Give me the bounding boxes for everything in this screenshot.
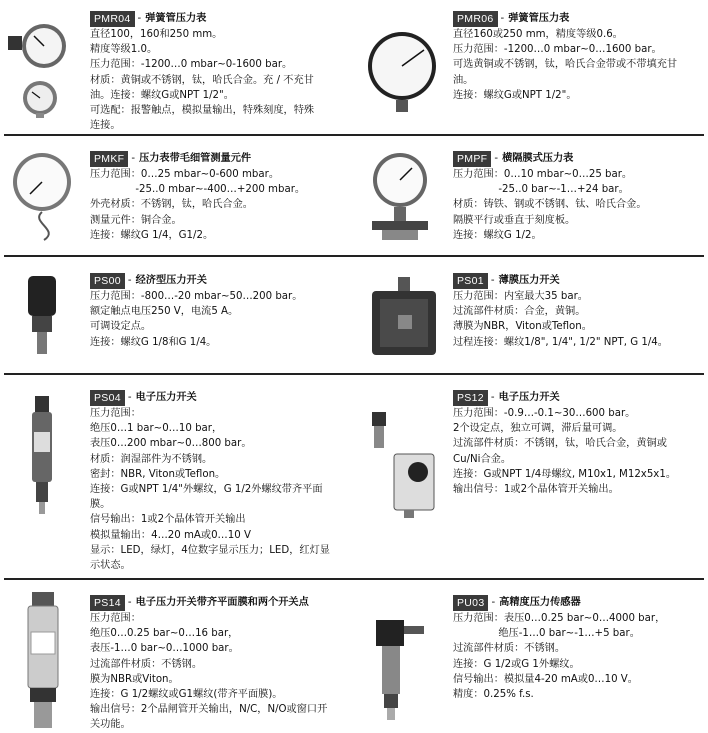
spec-line: 可选配：报警触点，模拟量输出，特殊刻度，特殊 bbox=[90, 105, 315, 117]
product-code: PMR06 bbox=[453, 11, 498, 27]
spec-line: 膜。 bbox=[90, 499, 111, 511]
spec-line: 输出信号：1或2个晶体管开关输出。 bbox=[453, 484, 619, 496]
spec-line: 压力范围：表压0…0.25 bar~0…4000 bar， bbox=[453, 613, 666, 624]
spec-line: 绝压0…1 bar~0…10 bar， bbox=[90, 423, 223, 435]
product-title: 薄膜压力开关 bbox=[498, 274, 560, 286]
spec-line: 过流部件材质：不锈钢，钛，哈氏合金，黄铜或 bbox=[453, 438, 667, 450]
spec-line: 精度等级1.0。 bbox=[90, 44, 158, 56]
spec-line: 连接：螺纹G或NPT 1/2"。 bbox=[453, 89, 577, 101]
spec-line: 材质：黄铜或不锈钢，钛，哈氏合金。充 / 不充甘 bbox=[90, 74, 314, 86]
spec-line: 油。连接：螺纹G或NPT 1/2"。 bbox=[90, 89, 234, 101]
capillary-gauge-image bbox=[10, 150, 80, 242]
spec-line: 膜为NBR或Viton。 bbox=[90, 673, 179, 685]
product-code: PMPF bbox=[453, 151, 491, 167]
spec-line: 压力范围：-1200…0 mbar~0-1600 bar。 bbox=[90, 59, 293, 71]
product-block-pmkf: PMKF - 压力表带毛细管测量元件 压力范围：0…25 mbar~0-600 mbar。 -25..0 mbar~-400…+200 mbar。 外壳材质：不锈钢，钛，哈氏合金。 测量元件：铜合金。 连接：螺纹G 1/4，G1/2。 bbox=[90, 150, 355, 243]
spec-line: 压力范围： bbox=[90, 613, 141, 624]
product-code: PS12 bbox=[453, 390, 488, 406]
product-code: PU03 bbox=[453, 595, 488, 611]
product-block-pmpf: PMPF - 横隔膜式压力表 压力范围：0…10 mbar~0…25 bar。 -25..0 bar~-1…+24 bar。 材质：铸铁、钢或不锈钢、钛、哈氏合金。 隔膜平行或垂直于刻度板。 连接：螺纹G 1/2。 bbox=[453, 150, 705, 243]
spec-line: 表压-1…0 bar~0…1000 bar。 bbox=[90, 643, 239, 655]
spec-line: 压力范围： bbox=[90, 408, 141, 419]
spec-line: 直径160或250 mm，精度等级0.6。 bbox=[453, 29, 623, 40]
spec-line: 外壳材质：不锈钢，钛，哈氏合金。 bbox=[90, 199, 253, 211]
spec-line: 信号输出：模拟量4-20 mA或0…10 V。 bbox=[453, 673, 638, 685]
electronic-switch-image bbox=[370, 410, 440, 520]
spec-line: 过流部件材质：不锈钢。 bbox=[90, 658, 203, 670]
spec-line: 连接：G 1/2螺纹或G1螺纹(带齐平面膜)。 bbox=[90, 689, 283, 701]
pressure-gauge-image bbox=[364, 24, 444, 114]
spec-line: 压力范围：0…25 mbar~0-600 mbar。 bbox=[90, 169, 280, 180]
spec-line: -25..0 bar~-1…+24 bar。 bbox=[453, 184, 629, 196]
product-title: 电子压力开关 bbox=[498, 391, 560, 403]
spec-line: 连接：螺纹G 1/4，G1/2。 bbox=[90, 229, 214, 241]
spec-line: 压力范围：-800…-20 mbar~50…200 bar。 bbox=[90, 291, 303, 302]
product-block-ps04: PS04 - 电子压力开关 压力范围： 绝压0…1 bar~0…10 bar， 表压0…200 mbar~0…800 bar。 材质：润湿部件为不锈钢。 密封：NBR, Viton或Teflon。 连接：G或NPT 1/4"外螺纹，G 1/2外螺纹带齐平面 膜。 信号输出：1或2个晶体管开关输出 模拟量输出：4…20 mA或0…10 V 显示：LED，绿灯，4位数字显示压力；LED，红灯显 示状态。 bbox=[90, 389, 355, 573]
spec-line: 信号输出：1或2个晶体管开关输出 bbox=[90, 514, 246, 526]
product-code: PS04 bbox=[90, 390, 125, 406]
product-block-ps14: PS14 - 电子压力开关带齐平面膜和两个开关点 压力范围： 绝压0…0.25 bar~0…16 bar， 表压-1…0 bar~0…1000 bar。 过流部件材质：不锈钢。 膜为NBR或Viton。 连接：G 1/2螺纹或G1螺纹(带齐平面膜)。 输出信号：2个晶闸管开关输出，N/C，N/O或窗口开 关功能。 bbox=[90, 594, 355, 733]
spec-line: 精度：0.25% f.s. bbox=[453, 689, 534, 701]
spec-line: 直径100，160和250 mm。 bbox=[90, 29, 223, 40]
product-title: 电子压力开关带齐平面膜和两个开关点 bbox=[135, 596, 309, 608]
row-divider bbox=[4, 134, 704, 136]
row-divider bbox=[4, 255, 704, 257]
product-block-pmr04: PMR04 - 弹簧管压力表 直径100，160和250 mm。 精度等级1.0。 压力范围：-1200…0 mbar~0-1600 bar。 材质：黄铜或不锈钢，钛，哈氏合金。充 / 不充甘 油。连接：螺纹G或NPT 1/2"。 可选配：报警触点，模拟量输出，特殊刻度，特殊 连接。 bbox=[90, 10, 355, 133]
product-block-ps01: PS01 - 薄膜压力开关 压力范围：内室最大35 bar。 过流部件材质：合金，黄铜。 薄膜为NBR，Viton或Teflon。 过程连接：螺纹1/8", 1/4", 1/2" NPT, G 1/4。 bbox=[453, 272, 705, 350]
product-code: PMKF bbox=[90, 151, 128, 167]
product-title: 高精度压力传感器 bbox=[499, 596, 581, 608]
row-divider bbox=[4, 373, 704, 375]
spec-line: 额定触点电压250 V，电流5 A。 bbox=[90, 306, 239, 318]
spec-line: Cu/Ni合金。 bbox=[453, 453, 512, 465]
spec-line: 可选黄铜或不锈钢，钛，哈氏合金带或不带填充甘 bbox=[453, 59, 678, 71]
spec-line: 材质：润湿部件为不锈钢。 bbox=[90, 453, 213, 465]
spec-line: 连接：螺纹G 1/2。 bbox=[453, 229, 542, 241]
spec-line: 可调设定点。 bbox=[90, 321, 152, 333]
pressure-gauge-image bbox=[6, 14, 72, 118]
product-code: PS00 bbox=[90, 273, 125, 289]
product-title: 弹簧管压力表 bbox=[145, 12, 207, 24]
product-block-ps12: PS12 - 电子压力开关 压力范围：-0.9…-0.1~30…600 bar。 2个设定点，独立可调，滞后量可调。 过流部件材质：不锈钢，钛，哈氏合金，黄铜或 Cu/Ni合金。 连接：G或NPT 1/4母螺纹, M10x1, M12x5x1。 输出信号：1或2个晶体管开关输出。 bbox=[453, 389, 705, 497]
product-code: PS14 bbox=[90, 595, 125, 611]
spec-line: 示状态。 bbox=[90, 560, 131, 572]
diaphragm-gauge-image bbox=[364, 150, 438, 245]
product-block-pu03: PU03 - 高精度压力传感器 压力范围：表压0…0.25 bar~0…4000 bar， 绝压-1…0 bar~-1…+5 bar。 过流部件材质：不锈钢。 连接：G 1/2或G 1外螺纹。 信号输出：模拟量4-20 mA或0…10 V。 精度：0.25% f.s. bbox=[453, 594, 705, 702]
spec-line: 绝压-1…0 bar~-1…+5 bar。 bbox=[453, 628, 640, 640]
spec-line: 压力范围：-1200…0 mbar~0…1600 bar。 bbox=[453, 44, 662, 56]
spec-line: 关功能。 bbox=[90, 719, 131, 731]
product-title: 压力表带毛细管测量元件 bbox=[139, 152, 252, 164]
spec-line: 连接：G 1/2或G 1外螺纹。 bbox=[453, 658, 580, 670]
spec-line: 连接：G或NPT 1/4母螺纹, M10x1, M12x5x1。 bbox=[453, 468, 677, 480]
spec-line: 2个设定点，独立可调，滞后量可调。 bbox=[453, 423, 623, 435]
spec-line: 薄膜为NBR，Viton或Teflon。 bbox=[453, 321, 592, 333]
product-code: PS01 bbox=[453, 273, 488, 289]
spec-line: 连接。 bbox=[90, 120, 121, 132]
spec-line: 材质：铸铁、钢或不锈钢、钛、哈氏合金。 bbox=[453, 199, 647, 211]
spec-line: 绝压0…0.25 bar~0…16 bar， bbox=[90, 628, 239, 640]
membrane-switch-image bbox=[368, 275, 440, 361]
spec-line: 模拟量输出：4…20 mA或0…10 V bbox=[90, 529, 251, 541]
flush-diaphragm-switch-image bbox=[18, 592, 68, 730]
spec-line: 测量元件：铜合金。 bbox=[90, 214, 182, 226]
spec-line: 密封：NBR, Viton或Teflon。 bbox=[90, 468, 226, 480]
spec-line: 表压0…200 mbar~0…800 bar。 bbox=[90, 438, 252, 450]
spec-line: 油。 bbox=[453, 74, 474, 86]
product-block-pmr06: PMR06 - 弹簧管压力表 直径160或250 mm，精度等级0.6。 压力范围：-1200…0 mbar~0…1600 bar。 可选黄铜或不锈钢，钛，哈氏合金带或不带填充甘 油。 连接：螺纹G或NPT 1/2"。 bbox=[453, 10, 705, 103]
product-title: 经济型压力开关 bbox=[135, 274, 207, 286]
spec-line: 过流部件材质：合金，黄铜。 bbox=[453, 306, 586, 318]
pressure-transmitter-image bbox=[370, 612, 430, 722]
spec-line: 压力范围：内室最大35 bar。 bbox=[453, 291, 588, 302]
spec-line: 连接：G或NPT 1/4"外螺纹，G 1/2外螺纹带齐平面 bbox=[90, 484, 323, 496]
pressure-switch-image bbox=[20, 272, 66, 356]
spec-line: 压力范围：-0.9…-0.1~30…600 bar。 bbox=[453, 408, 636, 419]
product-code: PMR04 bbox=[90, 11, 135, 27]
product-title: 电子压力开关 bbox=[135, 391, 197, 403]
spec-line: 连接：螺纹G 1/8和G 1/4。 bbox=[90, 336, 217, 348]
spec-line: 过程连接：螺纹1/8", 1/4", 1/2" NPT, G 1/4。 bbox=[453, 336, 668, 348]
spec-line: 输出信号：2个晶闸管开关输出，N/C，N/O或窗口开 bbox=[90, 704, 328, 716]
spec-line: -25..0 mbar~-400…+200 mbar。 bbox=[90, 184, 306, 196]
product-title: 弹簧管压力表 bbox=[508, 12, 570, 24]
spec-line: 过流部件材质：不锈钢。 bbox=[453, 643, 566, 655]
spec-line: 显示：LED，绿灯，4位数字显示压力；LED，红灯显 bbox=[90, 544, 330, 556]
electronic-switch-image bbox=[22, 396, 62, 516]
product-block-ps00: PS00 - 经济型压力开关 压力范围：-800…-20 mbar~50…200 bar。 额定触点电压250 V，电流5 A。 可调设定点。 连接：螺纹G 1/8和G 1/4。 bbox=[90, 272, 355, 350]
spec-line: 压力范围：0…10 mbar~0…25 bar。 bbox=[453, 169, 633, 180]
row-divider bbox=[4, 578, 704, 580]
spec-line: 隔膜平行或垂直于刻度板。 bbox=[453, 214, 576, 226]
product-title: 横隔膜式压力表 bbox=[502, 152, 574, 164]
